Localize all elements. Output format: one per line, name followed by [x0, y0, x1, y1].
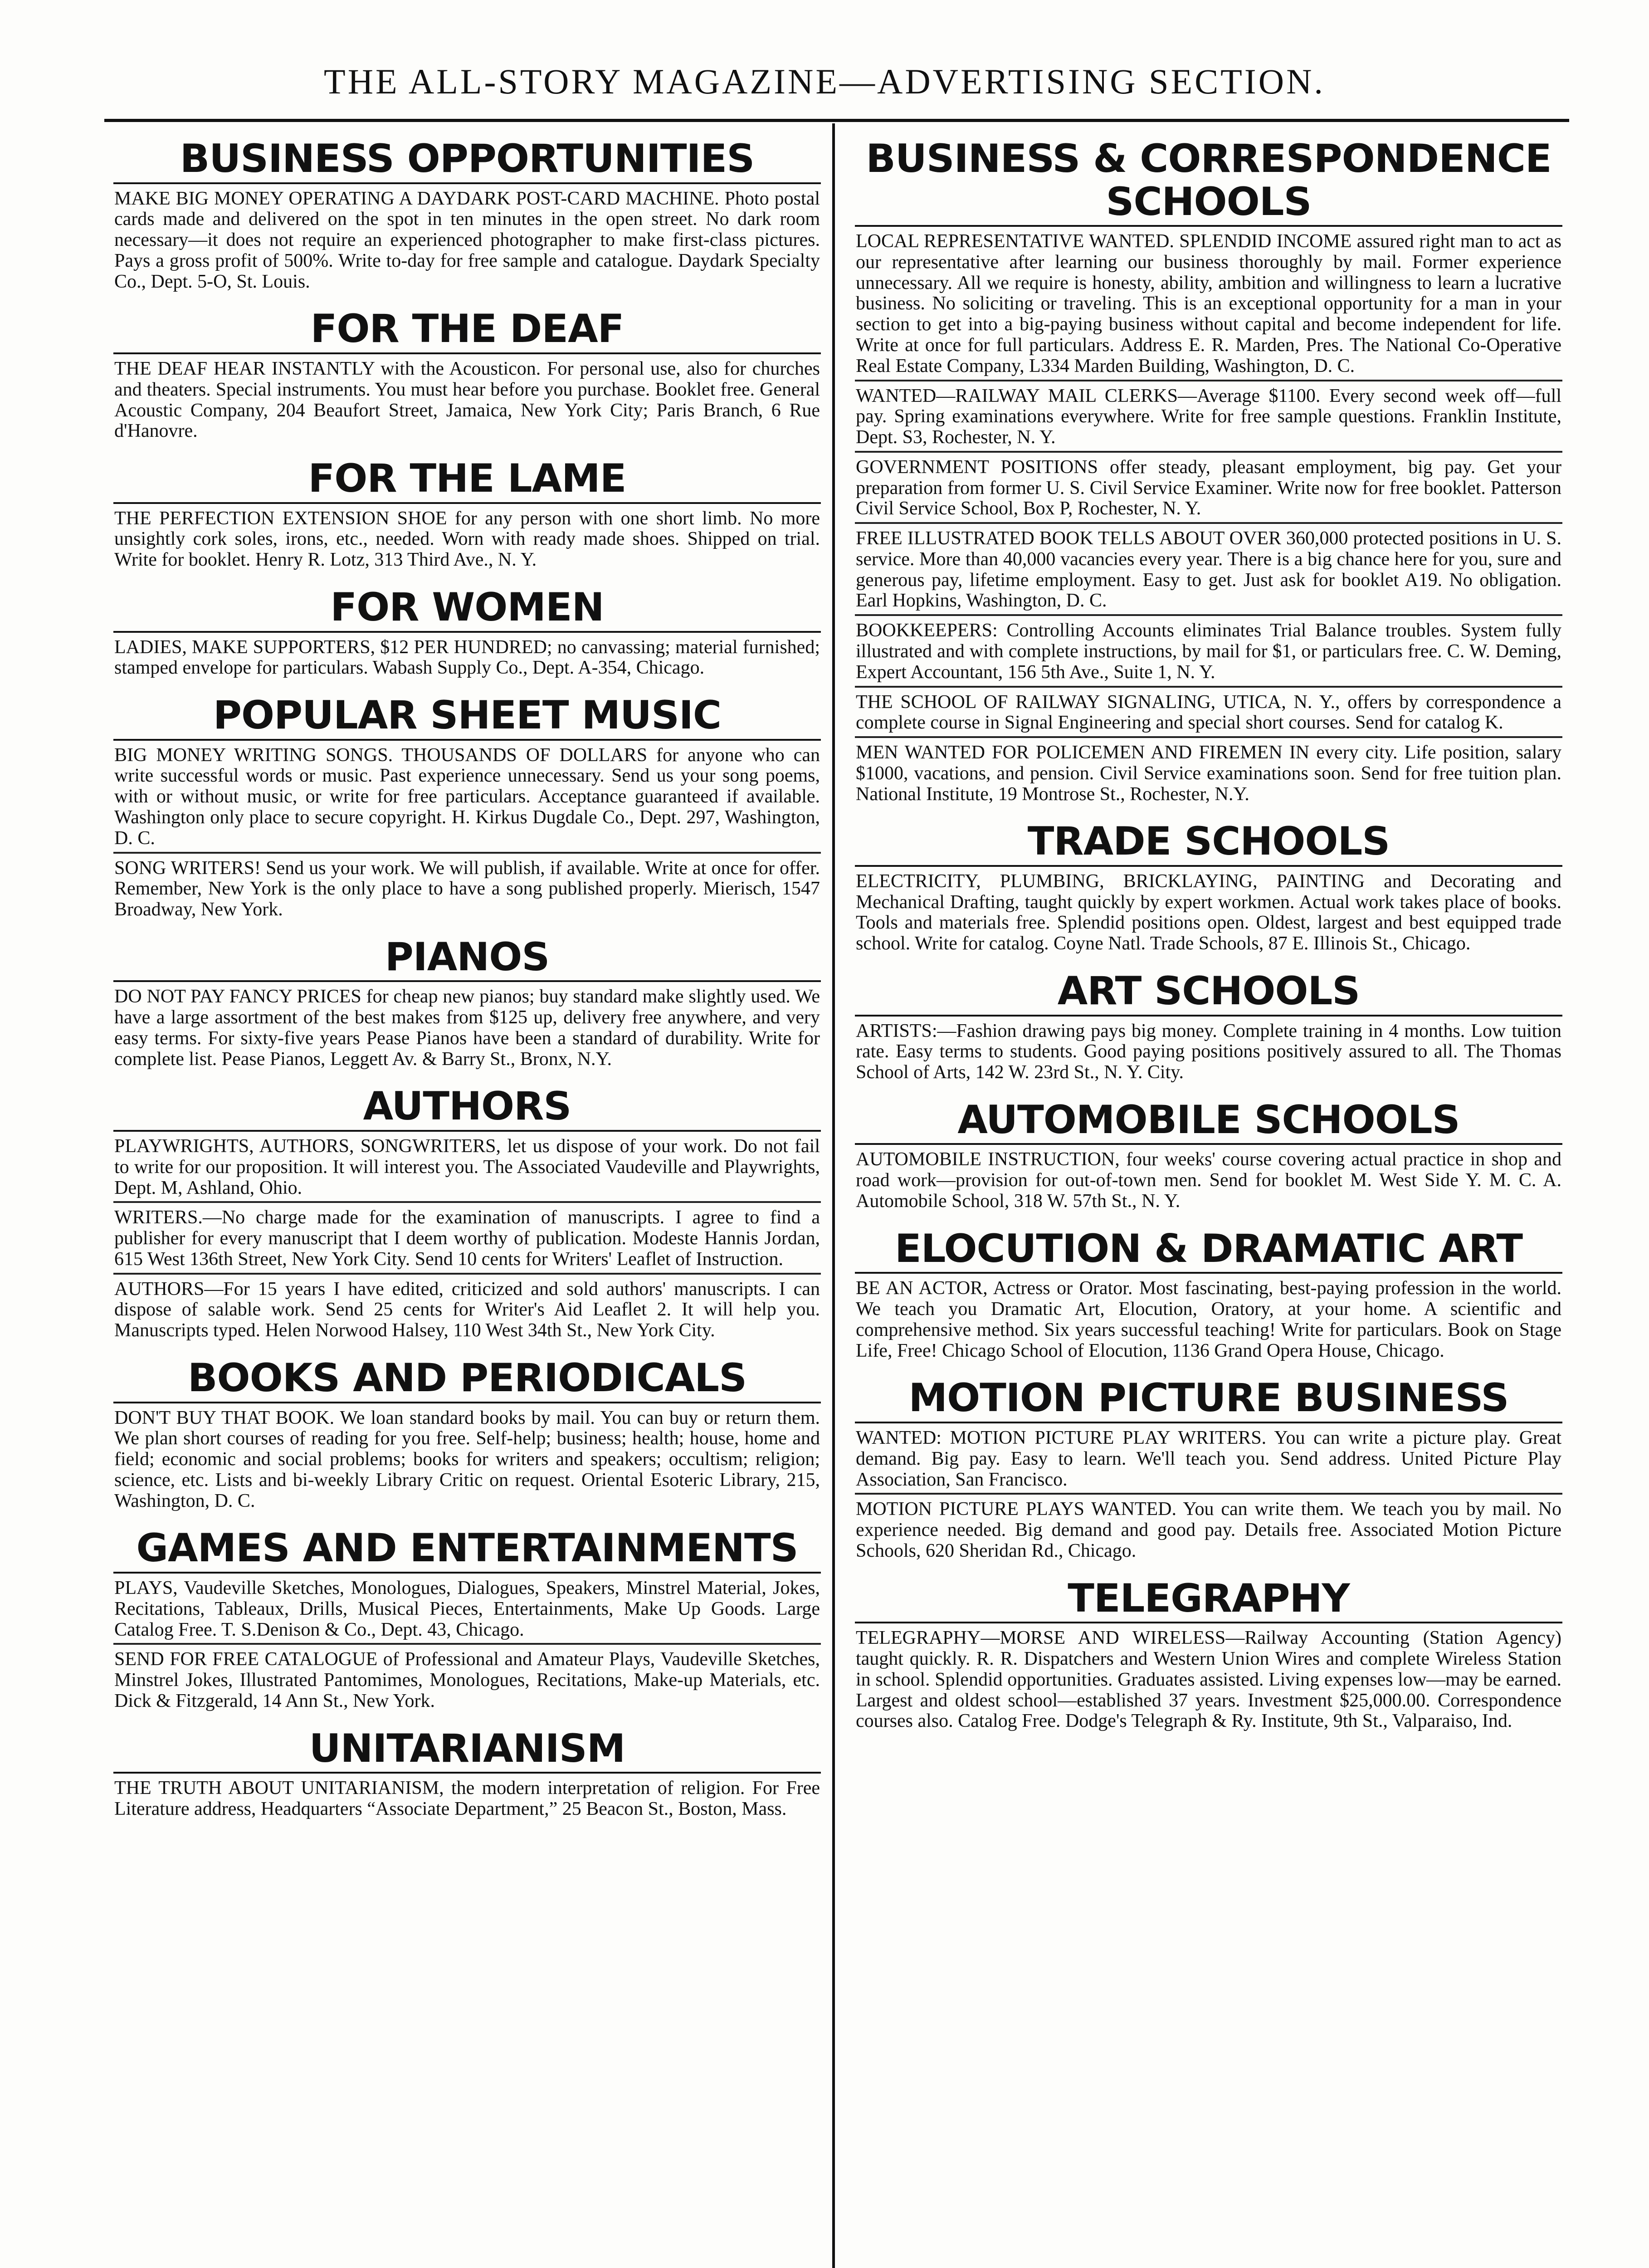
ad-section [855, 1086, 1562, 1215]
section-heading: ELOCUTION & DRAMATIC ART [855, 1215, 1562, 1274]
ad-section [855, 957, 1562, 1086]
section-heading: FOR WOMEN [113, 573, 821, 633]
ad-section [113, 1072, 821, 1344]
section-heading: ART SCHOOLS [855, 957, 1562, 1017]
section-heading: FOR THE LAME [113, 445, 821, 504]
section-heading: PIANOS [113, 923, 821, 982]
right-column [855, 125, 1562, 1735]
classified-ad: THE PERFECTION EXTENSION SHOE for any person with one short limb. No more unsightly cork soles, irons, etc., needed. Worn with ready made shoes. Shipped on trial. Write for booklet. Henry R. Lotz, 313 Third Ave., N. Y. [114, 508, 820, 571]
classified-ad: BIG MONEY WRITING SONGS. THOUSANDS OF DOLLARS for anyone who can write successful words or music. Past experience unnecessary. Send us your song poems, with or without music, or write for free particulars. Acceptance guaranteed if available. Washington only place to secure copyright. H. Kirkus Dugdale Co., Dept. 297, Washington, D. C. [113, 741, 821, 854]
classified-ad: TELEGRAPHY—MORSE AND WIRELESS—Railway Accounting (Station Agency) taught quickly. R. R. Dispatchers and Western Union Wires and complete Wireless Station in school. Splendid opportunities. Graduates assisted. Living expenses low—may be earned. Largest and oldest school—established 37 years. Investment $25,000.00. Correspondence courses also. Catalog Free. Dodge's Telegraph & Ry. Institute, 9th St., Valparaiso, Ind. [856, 1628, 1561, 1732]
top-rule [104, 119, 1569, 122]
section-heading: BOOKS AND PERIODICALS [113, 1344, 821, 1403]
classified-ad: BOOKKEEPERS: Controlling Accounts eliminates Trial Balance troubles. System fully illustrated and with complete instructions, by mail for $1, or particulars free. C. W. Deming, Expert Accountant, 156 5th Ave., Suite 1, N. Y. [855, 616, 1562, 687]
left-column [113, 125, 821, 1823]
section-heading: AUTOMOBILE SCHOOLS [855, 1086, 1562, 1145]
classified-ad: AUTHORS—For 15 years I have edited, criticized and sold authors' manuscripts. I can dispose of salable work. Send 25 cents for Writer's Aid Leaflet 2. It will help you. Manuscripts typed. Helen Norwood Halsey, 110 West 34th St., New York City. [114, 1278, 820, 1341]
section-heading: GAMES AND ENTERTAINMENTS [113, 1514, 821, 1574]
section-heading: BUSINESS & CORRESPONDENCE SCHOOLS [855, 125, 1562, 227]
ad-section [113, 923, 821, 1073]
ad-section [855, 125, 1562, 807]
section-heading: TRADE SCHOOLS [855, 807, 1562, 867]
classified-ad: BE AN ACTOR, Actress or Orator. Most fascinating, best-paying profession in the world. We teach you Dramatic Art, Elocution, Oratory, at your home. A scientific and comprehensive method. Six years successful teaching! Write for particulars. Book on Stage Life, Free! Chicago School of Elocution, 1136 Grand Opera House, Chicago. [856, 1278, 1561, 1361]
ad-section [113, 681, 821, 923]
classified-ad: FREE ILLUSTRATED BOOK TELLS ABOUT OVER 360,000 protected positions in U. S. service. More than 40,000 vacancies every year. There is a big chance here for you, sure and generous pay, lifetime employment. Easy to get. Just ask for booklet A19. No obligation. Earl Hopkins, Washington, D. C. [855, 524, 1562, 616]
classified-ad: PLAYWRIGHTS, AUTHORS, SONGWRITERS, let us dispose of your work. Do not fail to write for our proposition. It will interest you. The Associated Vaudeville and Playwrights, Dept. M, Ashland, Ohio. [113, 1132, 821, 1203]
ad-section [855, 807, 1562, 957]
ad-section [855, 1564, 1562, 1735]
ad-section [113, 125, 821, 295]
ad-section [113, 1715, 821, 1823]
classified-ad: ARTISTS:—Fashion drawing pays big money. Complete training in 4 months. Low tuition rate. Easy terms to students. Good paying positions positively assured to all. The Thomas School of Arts, 142 W. 23rd St., N. Y. City. [856, 1020, 1561, 1083]
classified-ad: AUTOMOBILE INSTRUCTION, four weeks' course covering actual practice in shop and road work—provision for out-of-town men. Send for booklet M. West Side Y. M. C. A. Automobile School, 318 W. 57th St., N. Y. [856, 1149, 1561, 1212]
classified-ad: PLAYS, Vaudeville Sketches, Monologues, Dialogues, Speakers, Minstrel Material, Jokes, Recitations, Tableaux, Drills, Musical Pieces, Entertainments, Make Up Goods. Large Catalog Free. T. S.Denison & Co., Dept. 43, Chicago. [113, 1574, 821, 1645]
section-heading: AUTHORS [113, 1072, 821, 1132]
ad-section [113, 445, 821, 573]
classified-ad: THE SCHOOL OF RAILWAY SIGNALING, UTICA, N. Y., offers by correspondence a complete course in Signal Engineering and special short courses. Send for catalog K. [855, 688, 1562, 738]
classified-ad: MAKE BIG MONEY OPERATING A DAYDARK POST-CARD MACHINE. Photo postal cards made and delivered on the spot in ten minutes in the open street. No dark room necessary—it does not require an experienced photographer to make first-class pictures. Pays a gross profit of 500%. Write to-day for free sample and catalogue. Daydark Specialty Co., Dept. 5-O, St. Louis. [114, 188, 820, 292]
section-heading: FOR THE DEAF [113, 295, 821, 354]
classified-ad: SEND FOR FREE CATALOGUE of Professional and Amateur Plays, Vaudeville Sketches, Minstrel Jokes, Illustrated Pantomimes, Monologues, Recitations, Make-up Materials, etc. Dick & Fitzgerald, 14 Ann St., New York. [114, 1649, 820, 1711]
classified-ad: LOCAL REPRESENTATIVE WANTED. SPLENDID INCOME assured right man to act as our representative after learning our business thoroughly by mail. Former experience unnecessary. All we require is honesty, ability, ambition and willingness to learn a lucrative business. No soliciting or traveling. This is an exceptional opportunity for a man in your section to get into a big-paying business without capital and become independent for life. Write at once for full particulars. Address E. R. Marden, Pres. The National Co-Operative Real Estate Company, L334 Marden Building, Washington, D. C. [855, 227, 1562, 381]
classified-ad: THE DEAF HEAR INSTANTLY with the Acousticon. For personal use, also for churches and theaters. Special instruments. You must hear before you purchase. Booklet free. General Acoustic Company, 204 Beaufort Street, Jamaica, New York City; Paris Branch, 6 Rue d'Hanovre. [114, 358, 820, 442]
section-heading: MOTION PICTURE BUSINESS [855, 1364, 1562, 1423]
classified-ad: THE TRUTH ABOUT UNITARIANISM, the modern interpretation of religion. For Free Literature address, Headquarters “Associate Department,” 25 Beacon St., Boston, Mass. [114, 1778, 820, 1819]
classified-ad: MEN WANTED FOR POLICEMEN AND FIREMEN IN every city. Life position, salary $1000, vacations, and pension. Civil Service examinations soon. Send for free tuition plan. National Institute, 19 Montrose St., Rochester, N.Y. [856, 742, 1561, 805]
ad-section [113, 1344, 821, 1514]
classified-ad: WRITERS.—No charge made for the examination of manuscripts. I agree to find a publisher for every manuscript that I deem worthy of publication. Modeste Hannis Jordan, 615 West 136th Street, New York City. Send 10 cents for Writers' Leaflet of Instruction. [113, 1203, 821, 1274]
classified-ad: GOVERNMENT POSITIONS offer steady, pleasant employment, big pay. Get your preparation from former U. S. Civil Service Examiner. Write now for free booklet. Patterson Civil Service School, Box P, Rochester, N. Y. [855, 453, 1562, 524]
ad-section [113, 573, 821, 681]
section-heading: TELEGRAPHY [855, 1564, 1562, 1624]
ad-section [113, 1514, 821, 1714]
classified-ad: SONG WRITERS! Send us your work. We will publish, if available. Write at once for offer. Remember, New York is the only place to have a song published properly. Mierisch, 1547 Broadway, New York. [114, 857, 820, 920]
masthead: THE ALL-STORY MAGAZINE—ADVERTISING SECTION. [324, 62, 1325, 101]
classified-ad: WANTED: MOTION PICTURE PLAY WRITERS. You can write a picture play. Great demand. Big pay. Easy to learn. We'll teach you. Send address. United Picture Play Association, San Francisco. [855, 1423, 1562, 1495]
classified-ad: ELECTRICITY, PLUMBING, BRICKLAYING, PAINTING and Decorating and Mechanical Drafting, taught quickly by expert workmen. Actual work takes place of books. Tools and materials free. Splendid positions open. Oldest, largest and best equipped trade school. Write for catalog. Coyne Natl. Trade Schools, 87 E. Illinois St., Chicago. [856, 870, 1561, 954]
ad-section [855, 1364, 1562, 1564]
classified-ad: DON'T BUY THAT BOOK. We loan standard books by mail. You can buy or return them. We plan short courses of reading for you free. Self-help; business; health; house, home and field; economic and social problems; books for writers and speakers; occultism; religion; science, etc. Lists and bi-weekly Library Critic on request. Oriental Esoteric Library, 215, Washington, D. C. [114, 1407, 820, 1511]
classified-ad: DO NOT PAY FANCY PRICES for cheap new pianos; buy standard make slightly used. We have a large assortment of the best makes from $125 up, delivery free anywhere, and very easy terms. For sixty-five years Pease Pianos have been a standard of durability. Write for complete list. Pease Pianos, Leggett Av. & Barry St., Bronx, N.Y. [114, 986, 820, 1070]
section-heading: BUSINESS OPPORTUNITIES [113, 125, 821, 184]
classified-ad: WANTED—RAILWAY MAIL CLERKS—Average $1100. Every second week off—full pay. Spring examinations everywhere. Write for free sample questions. Franklin Institute, Dept. S3, Rochester, N. Y. [855, 381, 1562, 453]
ad-section [113, 295, 821, 445]
section-heading: UNITARIANISM [113, 1715, 821, 1774]
section-heading: POPULAR SHEET MUSIC [113, 681, 821, 741]
ad-section [855, 1215, 1562, 1364]
column-separator [832, 123, 835, 2268]
classified-ad: MOTION PICTURE PLAYS WANTED. You can write them. We teach you by mail. No experience needed. Big demand and good pay. Details free. Associated Motion Picture Schools, 620 Sheridan Rd., Chicago. [856, 1499, 1561, 1561]
classified-ad: LADIES, MAKE SUPPORTERS, $12 PER HUNDRED; no canvassing; material furnished; stamped envelope for particulars. Wabash Supply Co., Dept. A-354, Chicago. [114, 636, 820, 679]
